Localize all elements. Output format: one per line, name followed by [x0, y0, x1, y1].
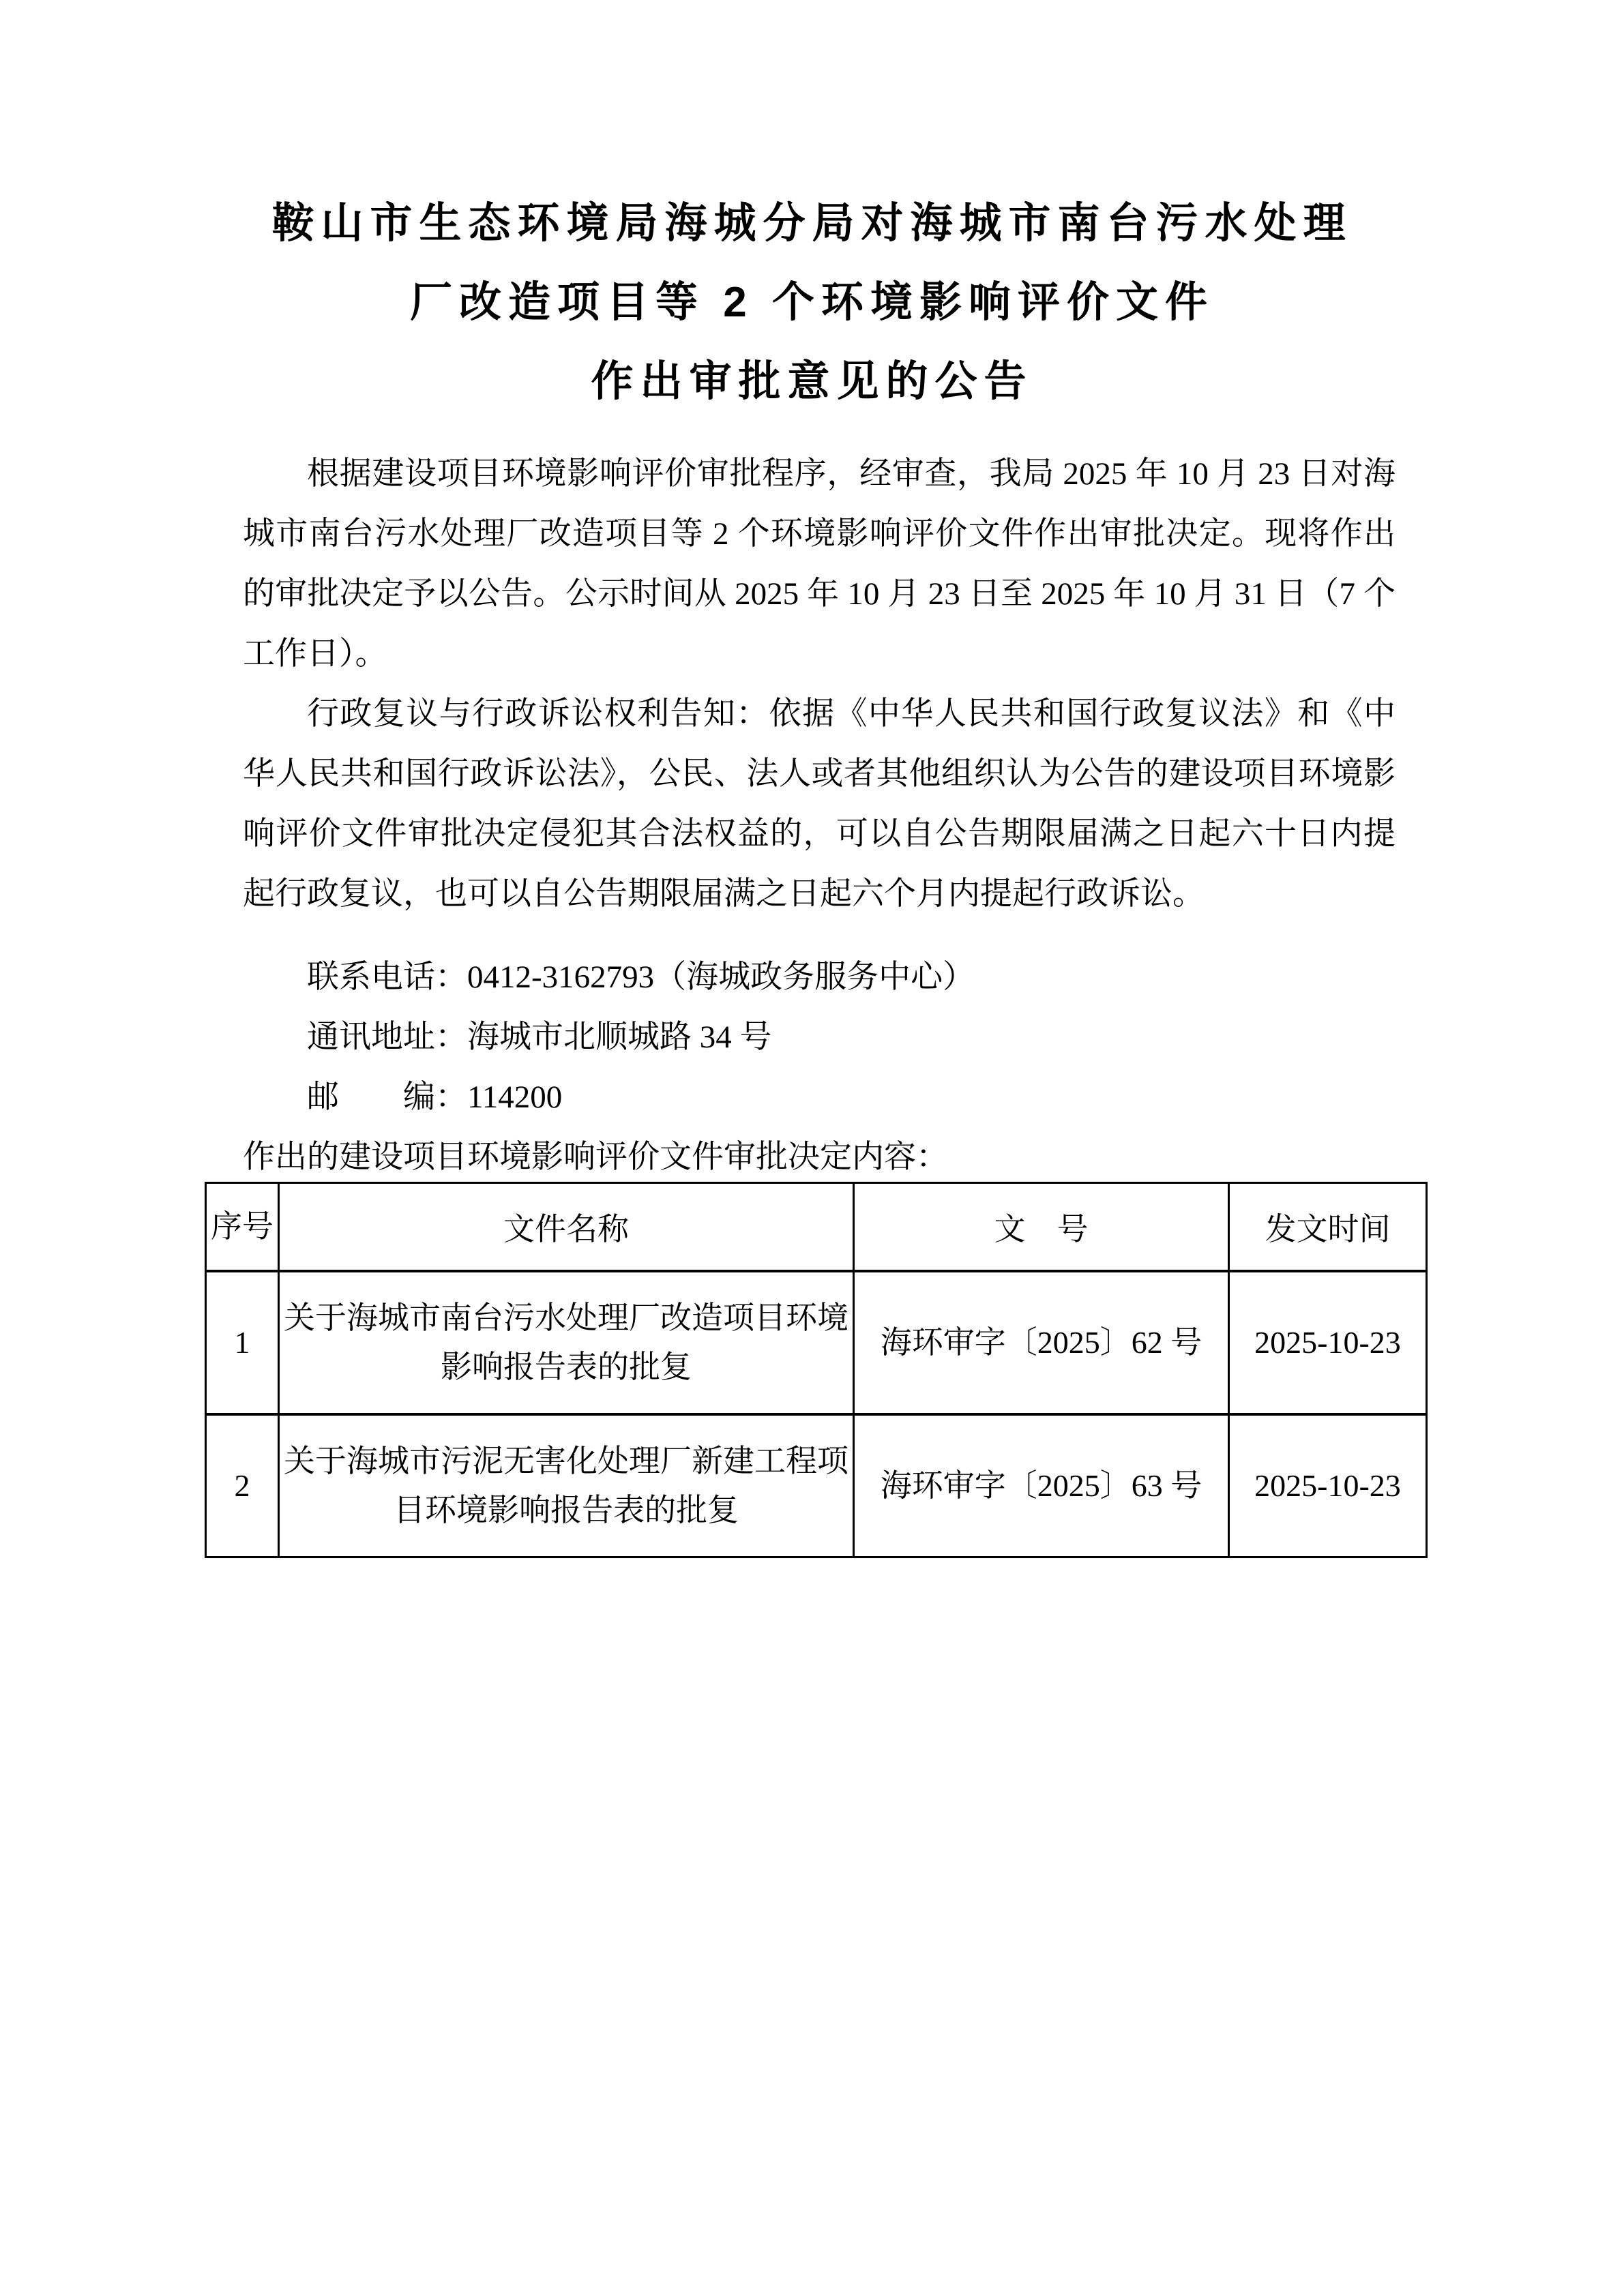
cell-issue-date: 2025-10-23 — [1229, 1271, 1427, 1414]
header-file-name: 文件名称 — [279, 1183, 854, 1271]
title-line-2: 厂改造项目等 2 个环境影响评价文件 — [410, 279, 1214, 326]
paragraph-rights-notice: 行政复议与行政诉讼权利告知：依据《中华人民共和国行政复议法》和《中华人民共和国行政诉讼法》，公民、法人或者其他组织认为公告的建设项目环境影响评价文件审批决定侵犯其合法权益的，可以自公告期限届满之日起六十日内提起行政复议，也可以自公告期限届满之日起六个月内提起行政诉讼。 — [243, 696, 1396, 912]
cell-file-name: 关于海城市污泥无害化处理厂新建工程项目环境影响报告表的批复 — [279, 1414, 854, 1557]
title-line-3: 作出审批意见的公告 — [591, 358, 1033, 405]
title-line-1: 鞍山市生态环境局海城分局对海城市南台污水处理 — [271, 200, 1353, 247]
contact-block — [243, 947, 1396, 1187]
contact-line-postcode: 邮 编：114200 — [307, 1079, 563, 1115]
contact-line-phone: 联系电话：0412-3162793（海城政务服务中心） — [307, 959, 975, 995]
cell-seq: 1 — [206, 1271, 279, 1414]
table-intro: 作出的建设项目环境影响评价文件审批决定内容： — [243, 1139, 948, 1175]
cell-seq: 2 — [206, 1414, 279, 1557]
body-text — [243, 444, 1396, 1187]
cell-file-name: 关于海城市南台污水处理厂改造项目环境影响报告表的批复 — [279, 1271, 854, 1414]
header-seq: 序号 — [206, 1183, 279, 1271]
cell-doc-number: 海环审字〔2025〕62 号 — [854, 1271, 1229, 1414]
approval-decisions-table — [205, 1182, 1428, 1558]
table-row — [206, 1271, 1427, 1414]
cell-issue-date: 2025-10-23 — [1229, 1414, 1427, 1557]
paragraph-approval-notice: 根据建设项目环境影响评价审批程序，经审查，我局 2025 年 10 月 23 日对海城市南台污水处理厂改造项目等 2 个环境影响评价文件作出审批决定。现将作出的审批决定予以公告。公示时间从 2025 年 10 月 23 日至 2025 年 10 月 31 日（7 个工作日）。 — [243, 456, 1396, 672]
contact-line-address: 通讯地址：海城市北顺城路 34 号 — [307, 1019, 772, 1055]
table-header-row — [206, 1183, 1427, 1271]
table-row — [206, 1414, 1427, 1557]
cell-doc-number: 海环审字〔2025〕63 号 — [854, 1414, 1229, 1557]
header-doc-number: 文 号 — [854, 1183, 1229, 1271]
title-block — [0, 184, 1624, 421]
header-issue-date: 发文时间 — [1229, 1183, 1427, 1271]
